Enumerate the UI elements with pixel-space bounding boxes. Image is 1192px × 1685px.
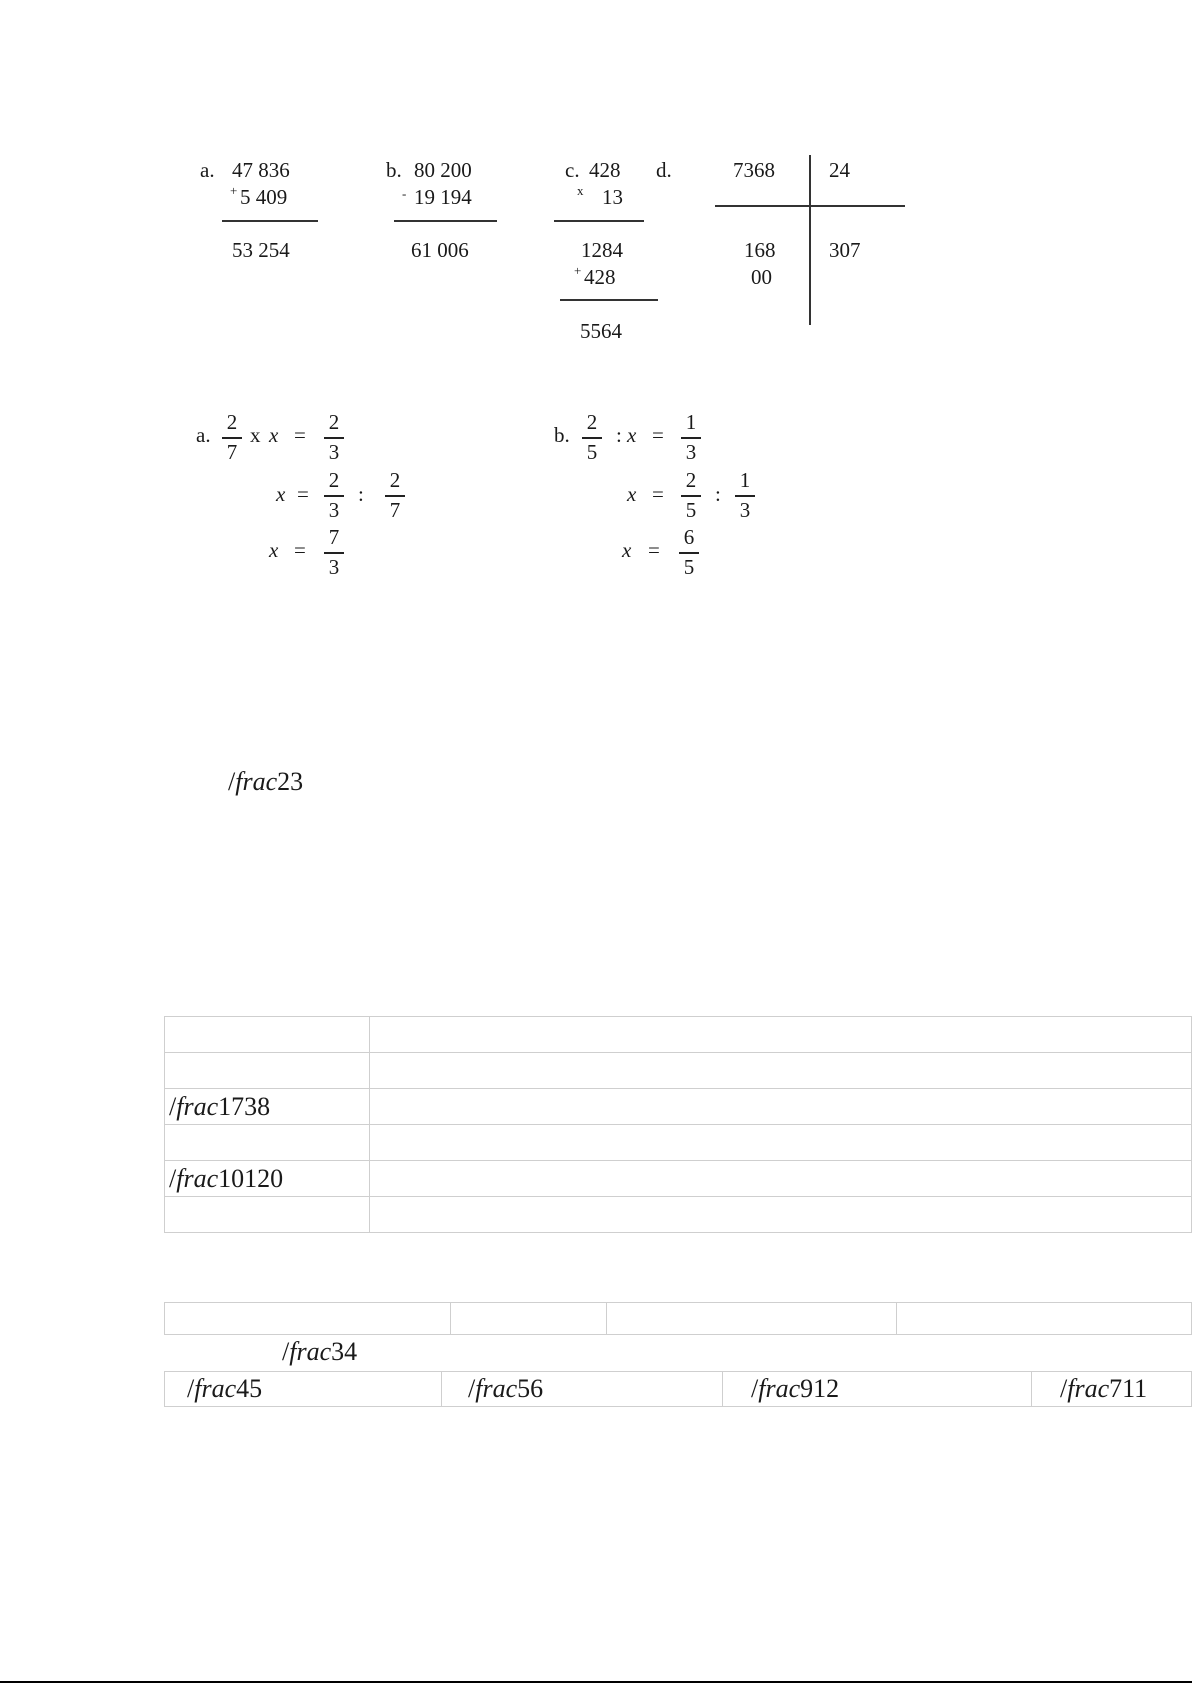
- answer-table-2-header: [164, 1302, 1192, 1335]
- plus-sign: +: [230, 183, 238, 198]
- division-horizontal-rule: [715, 205, 905, 207]
- table-cell: [165, 1303, 451, 1335]
- table-cell: /frac1738: [165, 1089, 370, 1125]
- table-row: [165, 1089, 1192, 1125]
- fraction: 2 3: [323, 412, 345, 463]
- times-sign: x: [577, 183, 584, 198]
- partial-product-1: 1284: [581, 238, 623, 262]
- table-cell: [165, 1053, 370, 1089]
- answer-table-2: [164, 1371, 1192, 1407]
- divisor: 24: [829, 158, 850, 182]
- equals-sign: =: [652, 423, 664, 447]
- table-cell: [370, 1161, 1192, 1197]
- table-row: [165, 1372, 1192, 1407]
- table-row: [165, 1303, 1192, 1335]
- equation-b-label: b.: [554, 423, 570, 447]
- variable-x: x: [276, 482, 286, 506]
- variable-x: x: [269, 538, 279, 562]
- variable-x: x: [627, 482, 637, 506]
- answer-table-1: [164, 1016, 1192, 1233]
- table-row: [165, 1017, 1192, 1053]
- equals-sign: =: [652, 482, 664, 506]
- fraction: 2 7: [384, 470, 406, 521]
- divide-sign: :: [616, 423, 622, 447]
- fraction: 1 3: [680, 412, 702, 463]
- fraction: 1 3: [734, 470, 756, 521]
- table-cell: [370, 1089, 1192, 1125]
- multiplier: 13: [602, 185, 623, 209]
- label-d: d.: [656, 158, 672, 182]
- variable-x: x: [627, 423, 637, 447]
- addend-top: 47 836: [232, 158, 290, 182]
- table-cell: [165, 1017, 370, 1053]
- table-cell: /frac45: [165, 1372, 442, 1407]
- dividend: 7368: [733, 158, 775, 182]
- table-cell: [165, 1197, 370, 1233]
- subtrahend: 19 194: [414, 185, 472, 209]
- equals-sign: =: [294, 423, 306, 447]
- remainder-2: 00: [751, 265, 772, 289]
- table-cell: [370, 1197, 1192, 1233]
- table-cell: [370, 1053, 1192, 1089]
- table-row: [165, 1161, 1192, 1197]
- quotient: 307: [829, 238, 861, 262]
- equation-a-label: a.: [196, 423, 211, 447]
- table-cell: [451, 1303, 607, 1335]
- equals-sign: =: [297, 482, 309, 506]
- product-result: 5564: [580, 319, 622, 343]
- minus-sign: -: [402, 186, 407, 201]
- fraction: 6 5: [678, 527, 700, 578]
- table-row: [165, 1197, 1192, 1233]
- fraction: 2 5: [680, 470, 702, 521]
- table-cell: [165, 1125, 370, 1161]
- table-cell: /frac10120: [165, 1161, 370, 1197]
- table-cell: /frac912: [723, 1372, 1032, 1407]
- addend-bottom: 5 409: [240, 185, 288, 209]
- table-row: [165, 1053, 1192, 1089]
- product-rule: [554, 220, 644, 222]
- table-cell: /frac56: [442, 1372, 723, 1407]
- difference-result: 61 006: [411, 238, 469, 262]
- raw-frac-text: /frac23: [228, 767, 304, 796]
- difference-rule: [394, 220, 497, 222]
- label-a: a.: [200, 158, 215, 182]
- table-cell: /frac711: [1032, 1372, 1192, 1407]
- division-vertical-rule: [809, 155, 811, 325]
- divide-sign: :: [358, 482, 364, 506]
- partial-plus-sign: +: [574, 263, 582, 278]
- multiplicand: 428: [589, 158, 621, 182]
- fraction: 7 3: [323, 527, 345, 578]
- sum-rule: [222, 220, 318, 222]
- fraction: 2 5: [581, 412, 603, 463]
- divide-sign: :: [715, 482, 721, 506]
- equals-sign: =: [294, 538, 306, 562]
- partial-product-2: 428: [584, 265, 616, 289]
- label-c: c.: [565, 158, 580, 182]
- partial-rule: [560, 299, 658, 301]
- table-cell: [370, 1125, 1192, 1161]
- label-b: b.: [386, 158, 402, 182]
- remainder-1: 168: [744, 238, 776, 262]
- times-sign: x: [250, 423, 261, 447]
- sum-result: 53 254: [232, 238, 290, 262]
- table-row: [165, 1125, 1192, 1161]
- table-cell: [607, 1303, 897, 1335]
- table-cell: [370, 1017, 1192, 1053]
- minuend: 80 200: [414, 158, 472, 182]
- variable-x: x: [269, 423, 279, 447]
- equals-sign: =: [648, 538, 660, 562]
- fraction: 2 3: [323, 470, 345, 521]
- variable-x: x: [622, 538, 632, 562]
- between-frac-text: /frac34: [282, 1337, 358, 1366]
- table-cell: [897, 1303, 1192, 1335]
- page-bottom-rule: [0, 1681, 1192, 1683]
- fraction: 2 7: [221, 412, 243, 463]
